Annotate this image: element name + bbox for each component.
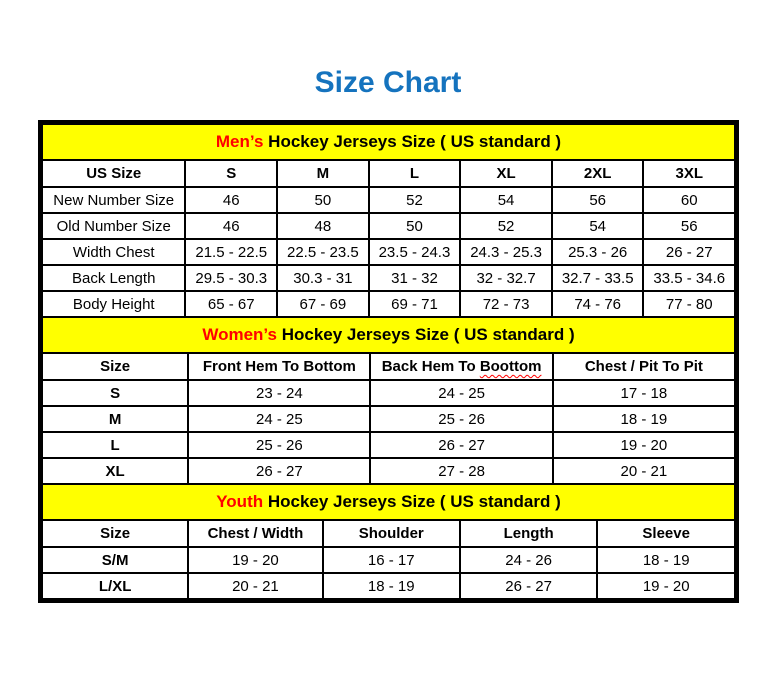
cell: 18 - 19 — [597, 547, 735, 573]
column-header: US Size — [42, 160, 185, 187]
column-header: M — [277, 160, 369, 187]
cell: 52 — [460, 213, 552, 239]
womens-section-header — [42, 317, 735, 353]
table-row — [42, 380, 735, 406]
mens-section-title-accent: Men’s — [215, 132, 264, 151]
table-row — [42, 265, 735, 291]
row-label: M — [42, 406, 188, 432]
column-header: Length — [460, 520, 598, 547]
cell: 69 - 71 — [369, 291, 461, 317]
table-row — [42, 573, 735, 599]
cell: 56 — [643, 213, 735, 239]
cell: 20 - 21 — [188, 573, 322, 599]
cell: 23.5 - 24.3 — [369, 239, 461, 265]
womens-section-title — [42, 317, 735, 353]
row-label: New Number Size — [42, 187, 185, 213]
column-header: Chest / Pit To Pit — [553, 353, 735, 380]
table-row — [42, 187, 735, 213]
column-header: L — [369, 160, 461, 187]
cell: 25.3 - 26 — [552, 239, 644, 265]
cell: 65 - 67 — [185, 291, 277, 317]
cell: 30.3 - 31 — [277, 265, 369, 291]
youth-column-header-row — [42, 520, 735, 547]
table-row — [42, 547, 735, 573]
cell: 46 — [185, 213, 277, 239]
mens-section-header — [42, 124, 735, 160]
cell: 29.5 - 30.3 — [185, 265, 277, 291]
cell: 31 - 32 — [369, 265, 461, 291]
cell: 24 - 25 — [370, 380, 552, 406]
cell: 50 — [277, 187, 369, 213]
table-row — [42, 239, 735, 265]
cell: 25 - 26 — [188, 432, 370, 458]
cell: 18 - 19 — [323, 573, 460, 599]
column-header: XL — [460, 160, 552, 187]
size-chart-table-group — [38, 120, 739, 603]
cell: 25 - 26 — [370, 406, 552, 432]
column-header: Shoulder — [323, 520, 460, 547]
cell: 24 - 25 — [188, 406, 370, 432]
mens-size-table — [41, 123, 736, 318]
youth-section-title — [42, 484, 735, 520]
row-label: S — [42, 380, 188, 406]
cell: 23 - 24 — [188, 380, 370, 406]
cell: 60 — [643, 187, 735, 213]
cell: 24.3 - 25.3 — [460, 239, 552, 265]
cell: 17 - 18 — [553, 380, 735, 406]
cell: 67 - 69 — [277, 291, 369, 317]
page-title: Size Chart — [314, 66, 462, 99]
cell: 54 — [460, 187, 552, 213]
column-header: 3XL — [643, 160, 735, 187]
cell: 72 - 73 — [460, 291, 552, 317]
row-label: L/XL — [42, 573, 188, 599]
cell: 26 - 27 — [460, 573, 598, 599]
row-label: XL — [42, 458, 188, 484]
row-label: Back Length — [42, 265, 185, 291]
cell: 18 - 19 — [553, 406, 735, 432]
womens-section-title-rest: Hockey Jerseys Size ( US standard ) — [281, 325, 575, 344]
cell: 27 - 28 — [370, 458, 552, 484]
column-header — [370, 353, 552, 380]
cell: 26 - 27 — [188, 458, 370, 484]
table-row — [42, 213, 735, 239]
table-row — [42, 432, 735, 458]
cell: 74 - 76 — [552, 291, 644, 317]
cell: 26 - 27 — [370, 432, 552, 458]
cell: 50 — [369, 213, 461, 239]
youth-section-title-rest: Hockey Jerseys Size ( US standard ) — [267, 492, 561, 511]
cell: 22.5 - 23.5 — [277, 239, 369, 265]
cell: 32.7 - 33.5 — [552, 265, 644, 291]
mens-column-header-row — [42, 160, 735, 187]
cell: 19 - 20 — [597, 573, 735, 599]
womens-size-table — [41, 316, 736, 485]
youth-size-table — [41, 483, 736, 600]
row-label: Body Height — [42, 291, 185, 317]
column-header: S — [185, 160, 277, 187]
column-header: Sleeve — [597, 520, 735, 547]
cell: 21.5 - 22.5 — [185, 239, 277, 265]
row-label: S/M — [42, 547, 188, 573]
cell: 24 - 26 — [460, 547, 598, 573]
youth-section-title-accent: Youth — [216, 492, 264, 511]
cell: 48 — [277, 213, 369, 239]
misspelled-word: Boottom — [479, 358, 542, 375]
row-label: Old Number Size — [42, 213, 185, 239]
column-header: Size — [42, 353, 188, 380]
cell: 19 - 20 — [553, 432, 735, 458]
cell: 54 — [552, 213, 644, 239]
row-label: Width Chest — [42, 239, 185, 265]
cell: 19 - 20 — [188, 547, 322, 573]
column-header: 2XL — [552, 160, 644, 187]
cell: 77 - 80 — [643, 291, 735, 317]
youth-section-header — [42, 484, 735, 520]
column-header-text: Back Hem To — [381, 358, 476, 375]
cell: 46 — [185, 187, 277, 213]
cell: 16 - 17 — [323, 547, 460, 573]
row-label: L — [42, 432, 188, 458]
cell: 56 — [552, 187, 644, 213]
column-header: Front Hem To Bottom — [188, 353, 370, 380]
mens-section-title-rest: Hockey Jerseys Size ( US standard ) — [268, 132, 562, 151]
cell: 33.5 - 34.6 — [643, 265, 735, 291]
table-row — [42, 291, 735, 317]
cell: 52 — [369, 187, 461, 213]
column-header: Chest / Width — [188, 520, 322, 547]
cell: 20 - 21 — [553, 458, 735, 484]
womens-section-title-accent: Women’s — [202, 325, 277, 344]
table-row — [42, 458, 735, 484]
column-header: Size — [42, 520, 188, 547]
womens-column-header-row — [42, 353, 735, 380]
cell: 32 - 32.7 — [460, 265, 552, 291]
cell: 26 - 27 — [643, 239, 735, 265]
mens-section-title — [42, 124, 735, 160]
table-row — [42, 406, 735, 432]
